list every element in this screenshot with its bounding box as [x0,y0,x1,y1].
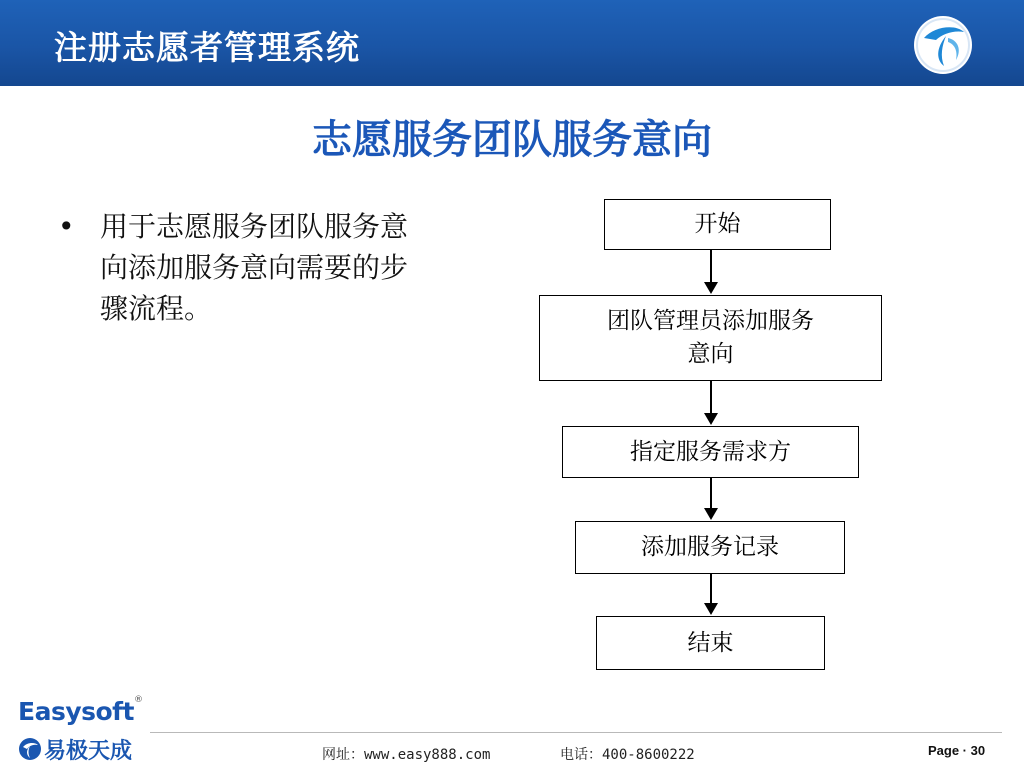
flow-step-label: 意向 [687,341,734,367]
flow-step-end [596,616,825,670]
bullet-line: 用于志愿服务团队服务意 [100,210,409,243]
flow-step-label: 开始 [694,211,741,237]
flow-step-add-intent [539,295,882,381]
flow-step-add-record [575,521,845,574]
footer-website: 网址：www.easy888.com [322,747,491,763]
brand-cn-block [18,734,132,764]
brand-name-cn: 易极天成 [44,738,133,764]
footer-divider [150,732,1002,733]
brand-name-en: Easysoft [18,697,135,726]
flow-step-label: 团队管理员添加服务 [607,308,814,334]
bullet-line: 向添加服务意向需要的步 [100,251,409,284]
footer-phone: 电话：400-8600222 [560,747,695,763]
flow-step-start [604,199,831,250]
bullet-dot: • [58,210,75,243]
registered-mark: ® [134,695,143,705]
brand-swirl-icon [18,737,42,761]
flow-step-label: 结束 [687,629,734,656]
flow-step-assign-demand [562,426,859,478]
bullet-line: 骤流程。 [100,292,213,325]
flow-step-label: 添加服务记录 [641,534,779,560]
header-title: 注册志愿者管理系统 [54,28,360,67]
slide-title: 志愿服务团队服务意向 [312,117,712,163]
flow-step-label: 指定服务需求方 [630,438,791,465]
page-number: Page · 30 [928,743,986,758]
